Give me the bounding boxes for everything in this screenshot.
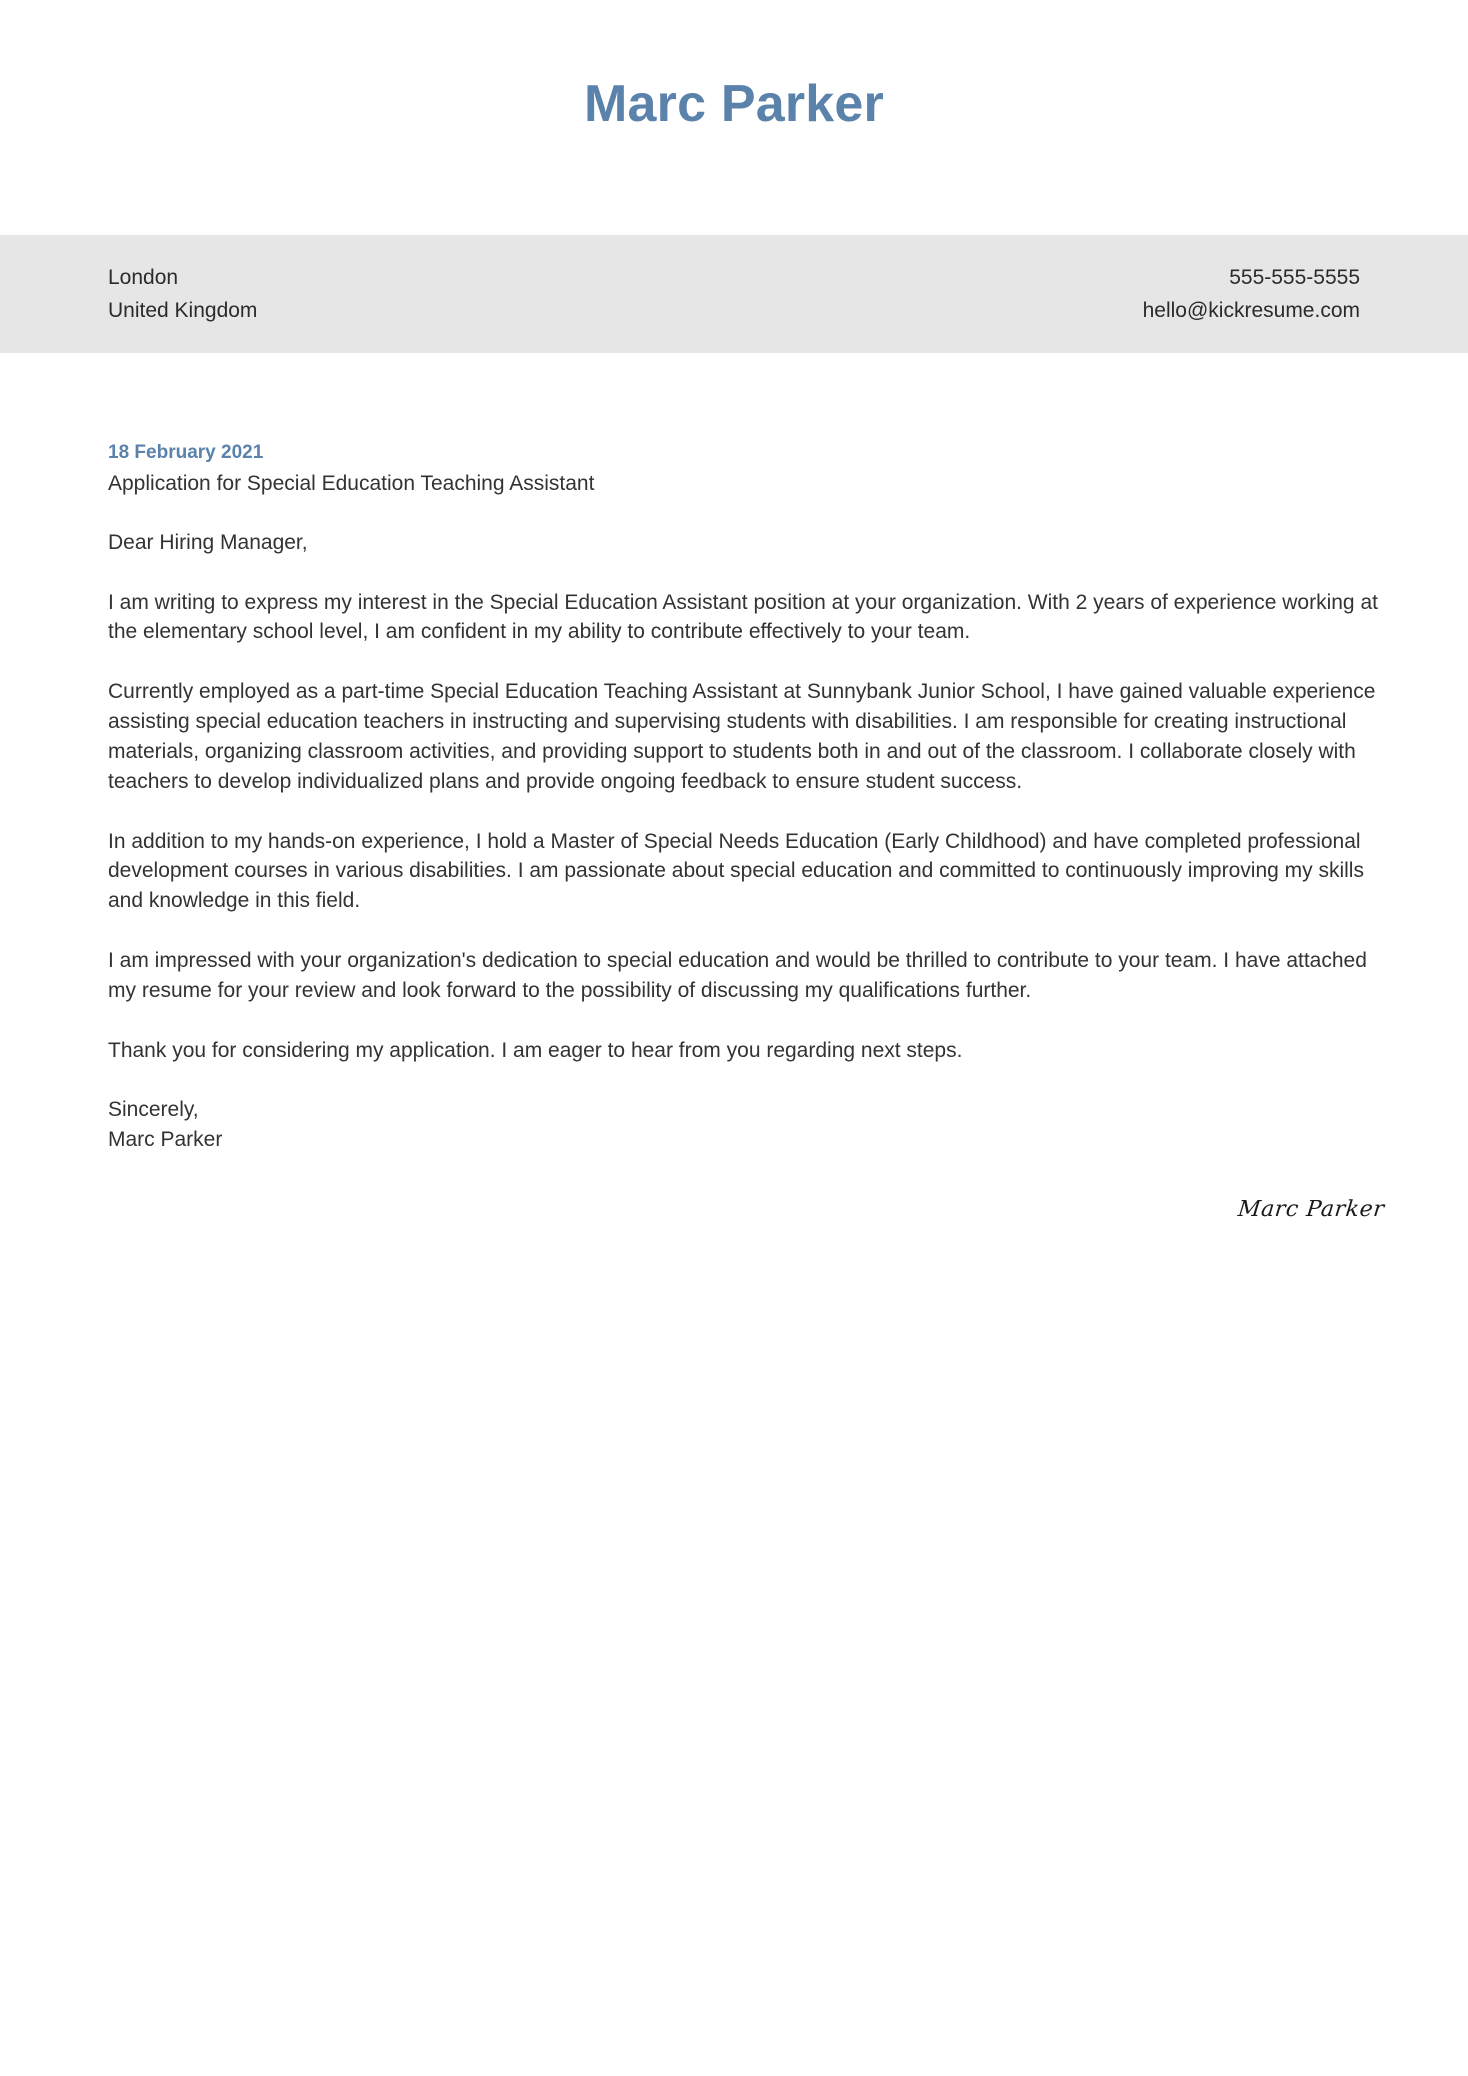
letter-date: 18 February 2021 xyxy=(108,442,264,463)
letter-paragraph: Thank you for considering my application. I am eager to hear from you regarding next steps. xyxy=(108,1038,963,1062)
letter-paragraph: I am writing to express my interest in the Special Education Assistant position at your organization. With 2 years of experience working at the elementary school level, I am confident in my ability to contribute effectively to your team. xyxy=(108,590,1378,644)
contact-country: United Kingdom xyxy=(108,298,258,322)
contact-bar xyxy=(0,235,1468,353)
contact-phone: 555-555-5555 xyxy=(1229,265,1360,289)
letter-body xyxy=(0,353,1468,1155)
letter-paragraph: I am impressed with your organization's dedication to special education and would be thrilled to contribute to your team. I have attached my resume for your review and look forward to the possibility of discussing my qualifications further. xyxy=(108,948,1367,1002)
letter-signoff xyxy=(108,1095,1384,1155)
letter-header xyxy=(0,0,1468,235)
contact-email: hello@kickresume.com xyxy=(1142,298,1360,322)
letter-paragraph: In addition to my hands-on experience, I hold a Master of Special Needs Education (Early Childhood) and have completed professional development courses in various disabilities. I am passionate about special education and committed to continuously improving my skills and knowledge in this field. xyxy=(108,829,1364,913)
page-title: Marc Parker xyxy=(584,74,884,133)
closing-salutation: Sincerely, xyxy=(108,1098,199,1122)
letter-subject: Application for Special Education Teaching Assistant xyxy=(108,471,595,495)
contact-city: London xyxy=(108,265,179,289)
letter-salutation: Dear Hiring Manager, xyxy=(108,530,308,554)
handwritten-signature: Marc Parker xyxy=(1236,1197,1386,1222)
letter-paragraph: Currently employed as a part-time Special Education Teaching Assistant at Sunnybank Junior School, I have gained valuable experience assisting special education teachers in instructing and supervising students with disabilities. I am responsible for creating instructional materials, organizing classroom activities, and providing support to students both in and out of the classroom. I collaborate closely with teachers to develop individualized plans and provide ongoing feedback to ensure student success. xyxy=(108,680,1376,793)
contact-details-group xyxy=(1143,263,1360,326)
signature-name: Marc Parker xyxy=(108,1128,223,1152)
contact-address-group xyxy=(108,263,257,326)
handwritten-signature-area xyxy=(0,1155,1468,1222)
